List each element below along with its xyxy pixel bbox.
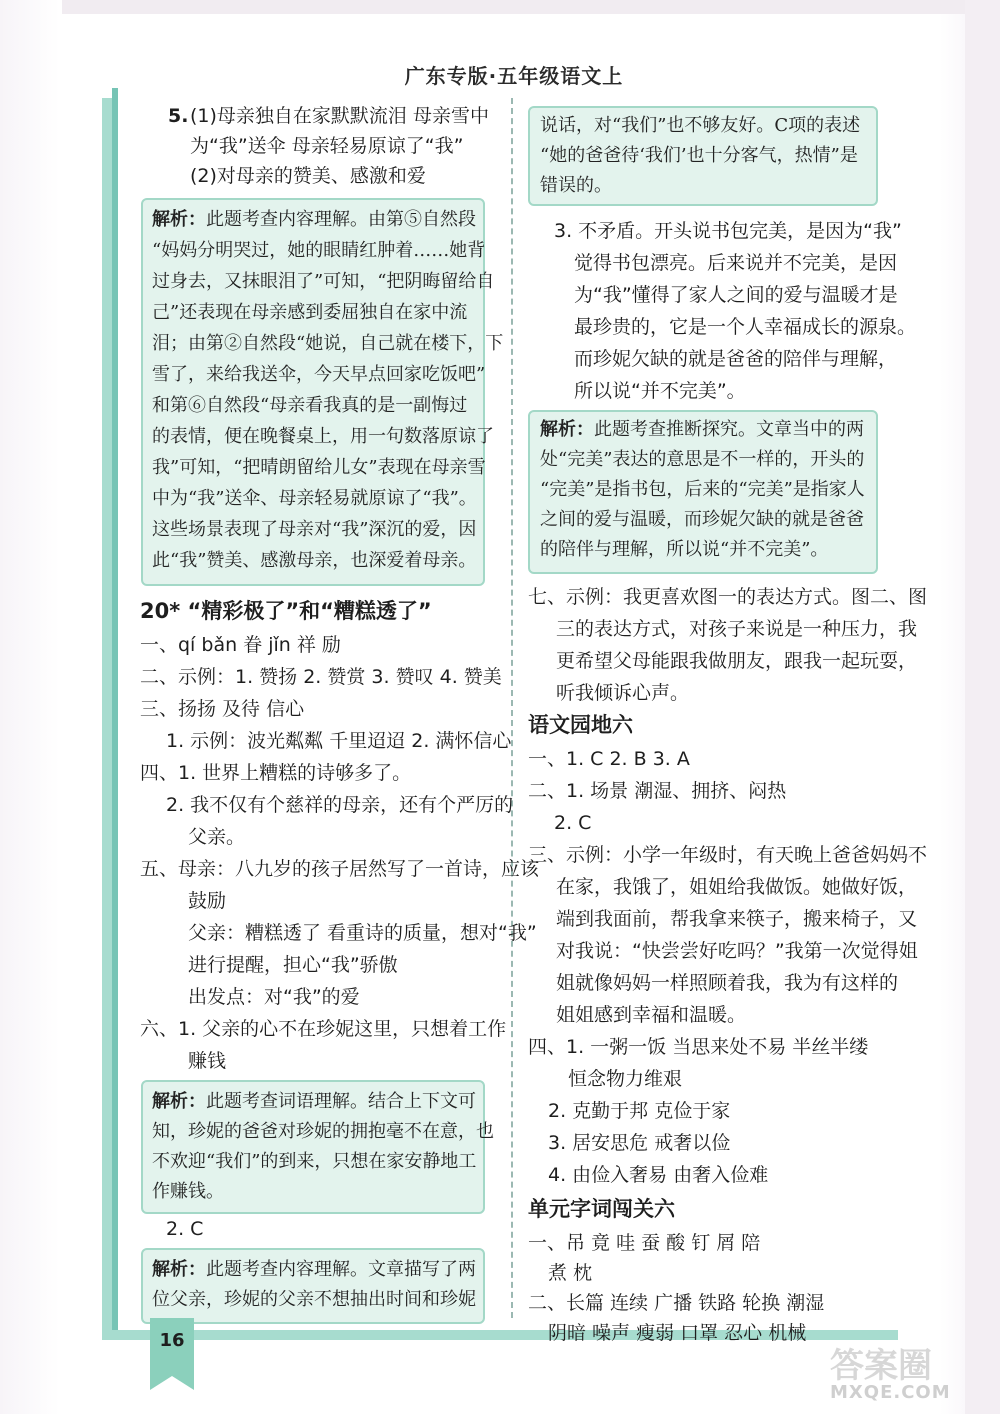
q3-line-3: 为“我”懂得了家人之间的爱与温暖才是 [574,284,898,306]
analysis-1-line-9: 我”可知，“把晴朗留给儿女”表现在母亲雪 [152,457,486,478]
l-line-8: 五、母亲：八九岁的孩子居然写了一首诗，应该 [140,858,540,880]
analysis-5-line-2: 处“完美”表达的意思是不一样的，开头的 [540,449,865,470]
q2-answer: 2. C [166,1218,204,1240]
analysis-1-line-1: 解析：此题考查内容理解。由第⑤自然段 [152,209,476,230]
r-line-1: 一、1. C 2. B 3. A [528,748,690,770]
analysis-1-line-4: 己”还表现在母亲感到委屈独自在家中流 [152,302,468,323]
q3-line-1: 3. 不矛盾。开头说书包完美，是因为“我” [554,220,902,242]
right-edge [965,0,1000,1414]
r2-line-1: 一、吊 竟 哇 蚕 酸 钉 屑 陪 [528,1232,761,1254]
analysis-label: 解析： [152,1091,206,1112]
l-line-12: 出发点：对“我”的爱 [188,986,360,1008]
r-line-14: 4. 由俭入奢易 由奢入俭难 [548,1164,769,1186]
q3-line-4: 最珍贵的，它是一个人幸福成长的源泉。 [574,316,917,338]
analysis-5-line-1: 解析：此题考查推断探究。文章当中的两 [540,419,864,440]
r-line-2: 二、1. 场景 潮湿、拥挤、闷热 [528,780,787,802]
r-line-9: 姐姐感到幸福和温暖。 [556,1004,747,1026]
q5-line-1: (1)母亲独自在家默默流泪 母亲雪中 [190,105,489,127]
analysis-2-line-1: 解析：此题考查词语理解。结合上下文可 [152,1091,476,1112]
analysis-4-line-2: “她的爸爸待‘我们’也十分客气，热情”是 [540,145,858,166]
q7-line-1: 七、示例：我更喜欢图一的表达方式。图二、图 [528,586,928,608]
watermark-logo [830,1338,990,1408]
q5-number: 5. [168,105,189,127]
r-line-4: 三、示例：小学一年级时，有天晚上爸爸妈妈不 [528,844,928,866]
analysis-5-line-4: 之间的爱与温暖，而珍妮欠缺的就是爸爸 [540,509,864,530]
r-line-10: 四、1. 一粥一饭 当思来处不易 半丝半缕 [528,1036,869,1058]
r-line-11: 恒念物力维艰 [568,1068,683,1090]
analysis-5-line-3: “完美”是指书包，后来的“完美”是指家人 [540,479,865,500]
analysis-1-line-12: 此“我”赞美、感激母亲，也深爱着母亲。 [152,550,477,571]
page-header: 广东专版·五年级语文上 [404,64,624,88]
l-line-14: 赚钱 [188,1050,227,1072]
analysis-2-line-2: 知，珍妮的爸爸对珍妮的拥抱毫不在意，也 [152,1121,494,1142]
analysis-2-line-3: 不欢迎“我们”的到来，只想在家安静地工 [152,1151,477,1172]
watermark-url: MXQE.COM [830,1382,951,1403]
q3-line-2: 觉得书包漂亮。后来说并不完美，是因 [574,252,898,274]
r-line-3: 2. C [554,812,592,834]
page-number: 16 [159,1330,185,1351]
r-line-8: 姐就像妈妈一样照顾着我，我为有这样的 [556,972,899,994]
l-line-6: 2. 我不仅有个慈祥的母亲，还有个严厉的 [166,794,514,816]
analysis-1-line-7: 和第⑥自然段“母亲看我真的是一副悔过 [152,395,468,416]
l-line-9: 鼓励 [188,890,227,912]
q7-line-4: 听我倾诉心声。 [556,682,690,704]
analysis-2-line-4: 作赚钱。 [152,1181,224,1202]
watermark-text: 答案圈 [830,1346,932,1386]
l-line-1: 一、qí bǎn 眷 jǐn 祥 励 [140,634,341,656]
analysis-1-line-8: 的表情，便在晚餐桌上，用一句数落原谅了 [152,426,494,447]
l-line-4: 1. 示例：波光粼粼 千里迢迢 2. 满怀信心 [166,730,512,752]
analysis-4-line-3: 错误的。 [540,175,612,196]
r2-line-3: 二、长篇 连续 广播 铁路 轮换 潮湿 [528,1292,825,1314]
l-line-13: 六、1. 父亲的心不在珍妮这里，只想着工作 [140,1018,507,1040]
analysis-3-line-2: 位父亲，珍妮的父亲不想抽出时间和珍妮 [152,1289,476,1310]
analysis-1-line-10: 中为“我”送伞、母亲轻易就原谅了“我”。 [152,488,477,509]
l-line-11: 进行提醒，担心“我”骄傲 [188,954,398,976]
analysis-label: 解析： [540,419,594,440]
analysis-label: 解析： [152,209,206,230]
q7-line-3: 更希望父母能跟我做朋友，跟我一起玩耍， [556,650,918,672]
column-divider [511,98,513,1318]
analysis-1-line-11: 这些场景表现了母亲对“我”深沉的爱，因 [152,519,477,540]
q5-line-3: (2)对母亲的赞美、感激和爱 [190,165,426,187]
analysis-4-line-1: 说话，对“我们”也不够友好。C项的表述 [540,115,861,136]
top-edge [62,0,1000,14]
r2-line-4: 阴暗 噪声 瘦弱 口罩 忍心 机械 [548,1322,807,1344]
analysis-label: 解析： [152,1259,206,1280]
q3-line-5: 而珍妮欠缺的就是爸爸的陪伴与理解， [574,348,898,370]
analysis-1-line-3: 过身去，又抹眼泪了”可知，“把阴晦留给自 [152,271,495,292]
l-line-2: 二、示例：1. 赞扬 2. 赞赏 3. 赞叹 4. 赞美 [140,666,502,688]
analysis-1-line-5: 泪；由第②自然段“她说，自己就在楼下，下 [152,333,504,354]
analysis-5-line-5: 的陪伴与理解，所以说“并不完美”。 [540,539,829,560]
analysis-1-line-2: “妈妈分明哭过，她的眼睛红肿着……她背 [152,240,486,261]
analysis-1-line-6: 雪了，来给我送伞，今天早点回家吃饭吧” [152,364,486,385]
r-line-5: 在家，我饿了，姐姐给我做饭。她做好饭， [556,876,918,898]
section-title-ziciguan: 单元字词闯关六 [528,1197,675,1221]
q5-line-2: 为“我”送伞 母亲轻易原谅了“我” [190,135,464,157]
q3-line-6: 所以说“并不完美”。 [574,380,746,402]
lesson-title: 20* “精彩极了”和“糟糕透了” [140,599,432,623]
r-line-7: 对我说：“快尝尝好吃吗？”我第一次觉得姐 [556,940,918,962]
l-line-7: 父亲。 [188,826,246,848]
r-line-12: 2. 克勤于邦 克俭于家 [548,1100,731,1122]
q7-line-2: 三的表达方式，对孩子来说是一种压力，我 [556,618,918,640]
r-line-13: 3. 居安思危 戒奢以俭 [548,1132,731,1154]
l-line-3: 三、扬扬 及待 信心 [140,698,305,720]
r2-line-2: 煮 枕 [548,1262,593,1284]
analysis-3-line-1: 解析：此题考查内容理解。文章描写了两 [152,1259,476,1280]
l-line-5: 四、1. 世界上糟糕的诗够多了。 [140,762,412,784]
l-line-10: 父亲：糟糕透了 看重诗的质量，想对“我” [188,922,537,944]
r-line-6: 端到我面前，帮我拿来筷子，搬来椅子，又 [556,908,918,930]
section-title-yuwen: 语文园地六 [528,713,633,737]
